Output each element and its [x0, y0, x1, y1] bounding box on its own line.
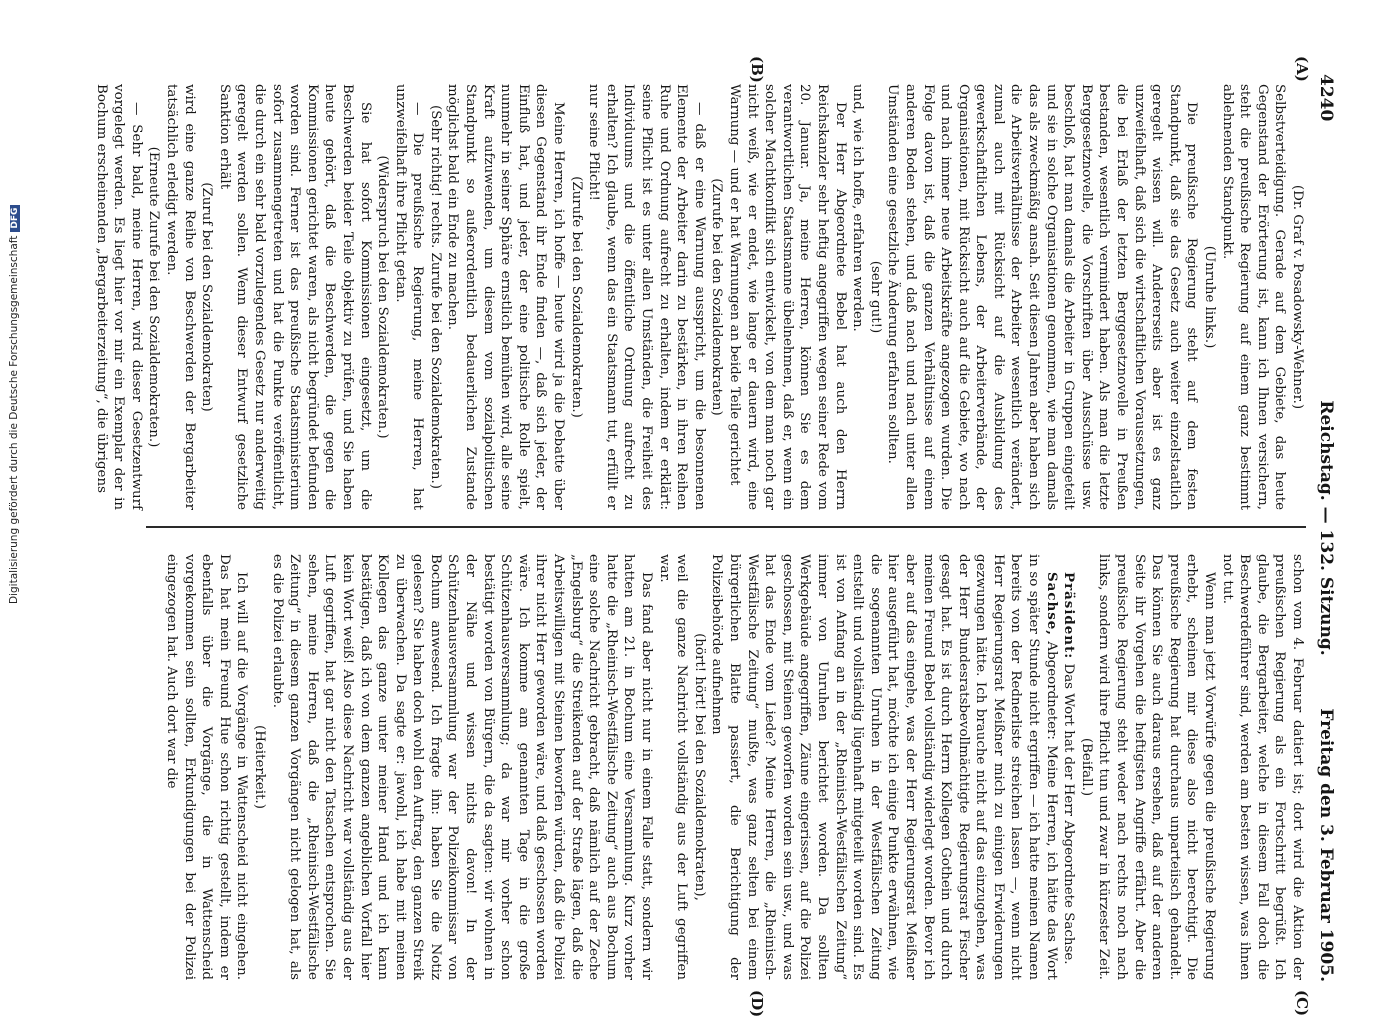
credit-text: Digitalisierung gefördert durch die Deutsche Forschungsgemeinschaft [8, 235, 20, 604]
margin-marker-b: (B) [748, 56, 766, 83]
interjection: (Zurufe bei den Sozialdemokraten) [709, 178, 725, 416]
interjection: (Zuruf bei den Sozialdemokraten) [199, 182, 215, 412]
paragraph: Ich will auf die Vorgänge in Wattenscheid nicht eingehen. Das hat mein Freund Hue schon richtig gestellt, indem er ebenfalls über die Vorgänge, die in Wattenscheid vorgekommen sein sollten, Erkundigungen bei der Polizei eingezogen hat. Auch dort war die [164, 554, 250, 980]
paragraph: schon vom 4. Februar datiert ist; dort wird die Aktion der preußischen Regierung als ein Fortschritt begrüßt. Ich glaube, die Bergarbeiter, welche in diesem Fall doch die Beschwerdeführer sind, werden am besten wissen, was ihnen not tut. [1219, 554, 1305, 980]
paragraph: Das fand aber nicht nur in einem Falle statt, sondern wir hatten am 21. in Bochum eine Versammlung. Kurz vorher hatte die „Rheinisch-Westfälische Zeitung“ auch aus Bochum eine solche Nachricht gebracht, daß nämlich auf der Zeche „Engelsburg“ die Streikenden auf der Straße lägen, daß die Arbeitswilligen mit Steinen beworfen würden, daß die Polizei ihrer nicht Herr geworden wäre, und daß geschossen worden wäre. Ich komme am genannten Tage in die große Schützenhausversammlung; da war mir vorher schon bestätigt worden von Bürgern, die da sagten: wir wohnen in der Nähe und wissen nichts davon! In der Schützenhausversammlung war der Polizeikommissar von Bochum anwesend. Ich fragte ihn: haben Sie die Notiz gelesen? Sie haben doch wohl den Auftrag, den ganzen Streik zu überwachen. Da sagte er: jawohl, ich habe mit meinen Kollegen das ganze unter meiner Hand und ich kann bestätigen, daß ich von dem ganzen angeblichen Vorfall hier kein Wort weiß! Also diese Nachricht war vollständig aus der Luft gegriffen, hat gar nicht den Tatsachen entsprochen. Sie sehen, meine Herren, daß die „Rheinisch-Westfälische Zeitung“ in diesem ganzen Vorgängen nicht gelogen hat, als es die Polizei erlaubte. [269, 554, 655, 980]
paragraph: — Sehr bald, meine Herren, wird dieser Gesetzentwurf vorgelegt werden. Es liegt hier vor mir ein Exemplar der in Bochum erscheinenden „Bergarbeiterzeitung“, die übrigens [93, 84, 144, 510]
paragraph-text: Das Wort hat der Herr Abgeordnete Sachse. [1061, 663, 1077, 965]
speaker-name: Sachse, [1043, 572, 1060, 636]
interjection: (Zurufe bei den Sozialdemokraten.) [568, 176, 584, 418]
paragraph: weil die ganze Nachricht vollständig aus der Luft gegriffen war. [656, 554, 690, 980]
paragraph: Meine Herren, ich hoffe — heute wird ja die Debatte über diesen Gegenstand ihr Ende finden —, daß sich jeder, der Einfluß hat, und jeder, der eine politische Rolle spielt, nunmehr in seiner Sphäre ernstlich bemühen wird, alle seine Kraft aufzuwenden, um diesem vom sozialpolitischen Standpunkt so außerordentlich bedauerlichen Zustande möglichst bald ein Ende zu machen. [445, 84, 567, 510]
interjection: (Widerspruch bei den Sozialdemokraten.) [375, 155, 391, 439]
margin-marker-a: (A) [1293, 56, 1311, 82]
page-title: Reichstag. — 132. Sitzung. [1316, 400, 1336, 656]
interjection: (sehr gut!) [867, 260, 883, 334]
page-number: 4240 [1316, 74, 1336, 122]
paragraph [708, 554, 1060, 980]
paragraph: — Die preußische Regierung, meine Herren, hat unzweifelhaft ihre Pflicht getan. [392, 84, 426, 510]
interjection: (Unruhe links.) [1202, 245, 1218, 349]
paragraph [1060, 554, 1078, 980]
speaker-name: Präsident: [1061, 572, 1078, 660]
paragraph: Selbstverteidigung. Gerade auf dem Gebiete, das heute Gegenstand der Erörterung ist, kann ich Ihnen versichern, steht die preußische Regierung auf einem ganz bestimmt ablehnenden Standpunkt. [1219, 84, 1288, 510]
interjection: (Beifall.) [1078, 737, 1094, 797]
margin-marker-c: (C) [1293, 990, 1311, 1017]
left-column [93, 84, 1306, 510]
speaker-line: (Dr. Graf v. Posadowsky-Wehner.) [1290, 184, 1305, 410]
paragraph: wird eine ganze Reihe von Beschwerden der Bergarbeiter tatsächlich erledigt werden. [164, 84, 197, 510]
interjection: (Heiterkeit.) [251, 725, 267, 809]
margin-marker-d: (D) [748, 990, 766, 1017]
paragraph: — daß er eine Warnung ausspricht, um die besonnenen Elemente der Arbeiter darin zu bestärken, in ihren Reihen Ruhe und Ordnung aufrecht zu erhalten, indem er erklärt: seine Pflicht ist es unter allen Umständen, die Freiheit des Individuums und die öffentliche Ordnung aufrecht zu erhalten? Ich glaube, wenn das ein Staatsmann tut, erfüllt er nur seine Pflicht! [586, 84, 707, 510]
dfg-logo: DFG [10, 205, 20, 232]
page-date: Freitag den 3. Februar 1905. [1316, 708, 1336, 982]
paragraph: Die preußische Regierung steht auf dem festen Standpunkt, daß sie das Gesetz auch weiter einzelstaatlich geregelt wissen will. Andererseits aber ist es ganz unzweifelhaft, daß sich die wirtschaftlichen Voraussetzungen, die bei Erlaß der letzten Berggesetznovelle in Preußen bestanden, wesentlich vermindert haben. Als man die letzte Berggesetznovelle, die Vorschriften über Ausschüsse usw. beschloß, hat man damals die Arbeiter in Gruppen eingeteilt und sie in solche Organisationen genommen, wie man damals das als zweckmäßig ansah. Seit diesen Jahren aber haben sich die Arbeitsverhältnisse der Arbeiter wesentlich verändert, zumal auch mit Rücksicht auf die Ausbildung des gewerkschaftlichen Lebens, der Arbeiterverbände, der Organisationen, mit Rücksicht auch auf die Gebiete, wo nach und nach immer neue Arbeitskräfte angezogen wurden. Die Folge davon ist, daß die ganzen Verhältnisse auf einem anderen Boden stehen, und daß nach und nach unter allen Umständen eine gesetzliche Änderung erfahren sollten. [885, 84, 1200, 510]
interjection: (Erneute Zurufe bei den Sozialdemokraten.) [146, 146, 162, 448]
paragraph-text: Abgeordneter: Meine Herren, ich hätte das Wort in so später Stunde nicht ergriffen — ich hatte meinen Namen bereits von der Rednerliste streichen lassen —, wenn nicht Herr Regierungsrat Meißner mich zu einigen Erwiderungen gezwungen hätte. Ich brauche nicht auf das einzugehen, was der Herr Bundesratsbevollmächtigte Regierungsrat Fischer gesagt hat. Es ist durch Herrn Kollegen Gothein und durch meinen Freund Bebel vollständig widerlegt worden. Bevor ich aber auf das eingehe, was der Herr Regierungsrat Meißner hier ausgeführt hat, möchte ich einige Punkte erwähnen, wie die sogenannten Unruhen in der Westfälischen Zeitung entstellt und vollständig lügenhaft mitgeteilt worden sind. Es ist von Anfang an in der „Rheinisch-Westfälischen Zeitung“ immer von Unruhen berichtet worden. Da sollten Werkgebäude angegriffen, Zäune eingerissen, auf die Polizei geschossen, mit Steinen geworfen worden sein usw., und was hat das Ende vom Liede? Meine Herren, die „Rheinisch-Westfälische Zeitung“ mußte, was ganz selten bei einem bürgerlichen Blatte passiert, die Berichtigung der Polizeibehörde aufnehmen [709, 554, 1059, 980]
right-column [146, 554, 1306, 980]
paragraph: Sie hat sofort Kommissionen eingesetzt, um die Beschwerden beider Teile objektiv zu prüfen, und Sie haben heute gehört, daß die Beschwerden, die gegen die Kommissionen gerichtet waren, als nicht begründet befunden worden sind. Ferner ist das preußische Staatsministerium sofort zusammengetreten und hat die Punkte veröffentlicht, die durch ein sehr bald vorzulegendes Gesetz nur anderweitig geregelt werden sollen. Wenn dieser Entwurf gesetzliche Sanktion erhält [216, 84, 373, 510]
page-header [1311, 68, 1341, 988]
column-divider [146, 526, 1306, 528]
digitization-credit [8, 205, 20, 604]
interjection: (Sehr richtig! rechts. Zurufe bei den Sozialdemokraten.) [427, 104, 443, 489]
paragraph: Wenn man jetzt Vorwürfe gegen die preußische Regierung erhebt, scheinen mir diese also nicht berechtigt. Die preußische Regierung hat durchaus unparteiisch gehandelt. Das können Sie auch daraus ersehen, daß auf der anderen Seite ihr Vorgehen die heftigsten Angriffe erfährt. Aber die preußische Regierung steht weder nach rechts noch nach links, sondern wird ihre Pflicht tun und zwar in kürzester Zeit. [1096, 554, 1218, 980]
interjection: (hört! hört! bei den Sozialdemokraten), [691, 633, 707, 901]
paragraph: und, wie ich hoffe, erfahren werden. [850, 84, 866, 332]
rotated-page [79, 56, 1341, 1017]
paragraph: Der Herr Abgeordnete Bebel hat auch den Herrn Reichskanzler sehr heftig angegriffen wegen seiner Rede vom 20. Januar. Ja, meine Herren, können Sie es dem verantwortlichen Staatsmanne übelnehmen, daß er, wenn ein solcher Machtkonflikt sich entwickelt, von dem man noch gar nicht weiß, wie er endet, wie lange er dauern wird, eine Warnung — und er hat Warnungen an beide Teile gerichtet [727, 84, 848, 510]
